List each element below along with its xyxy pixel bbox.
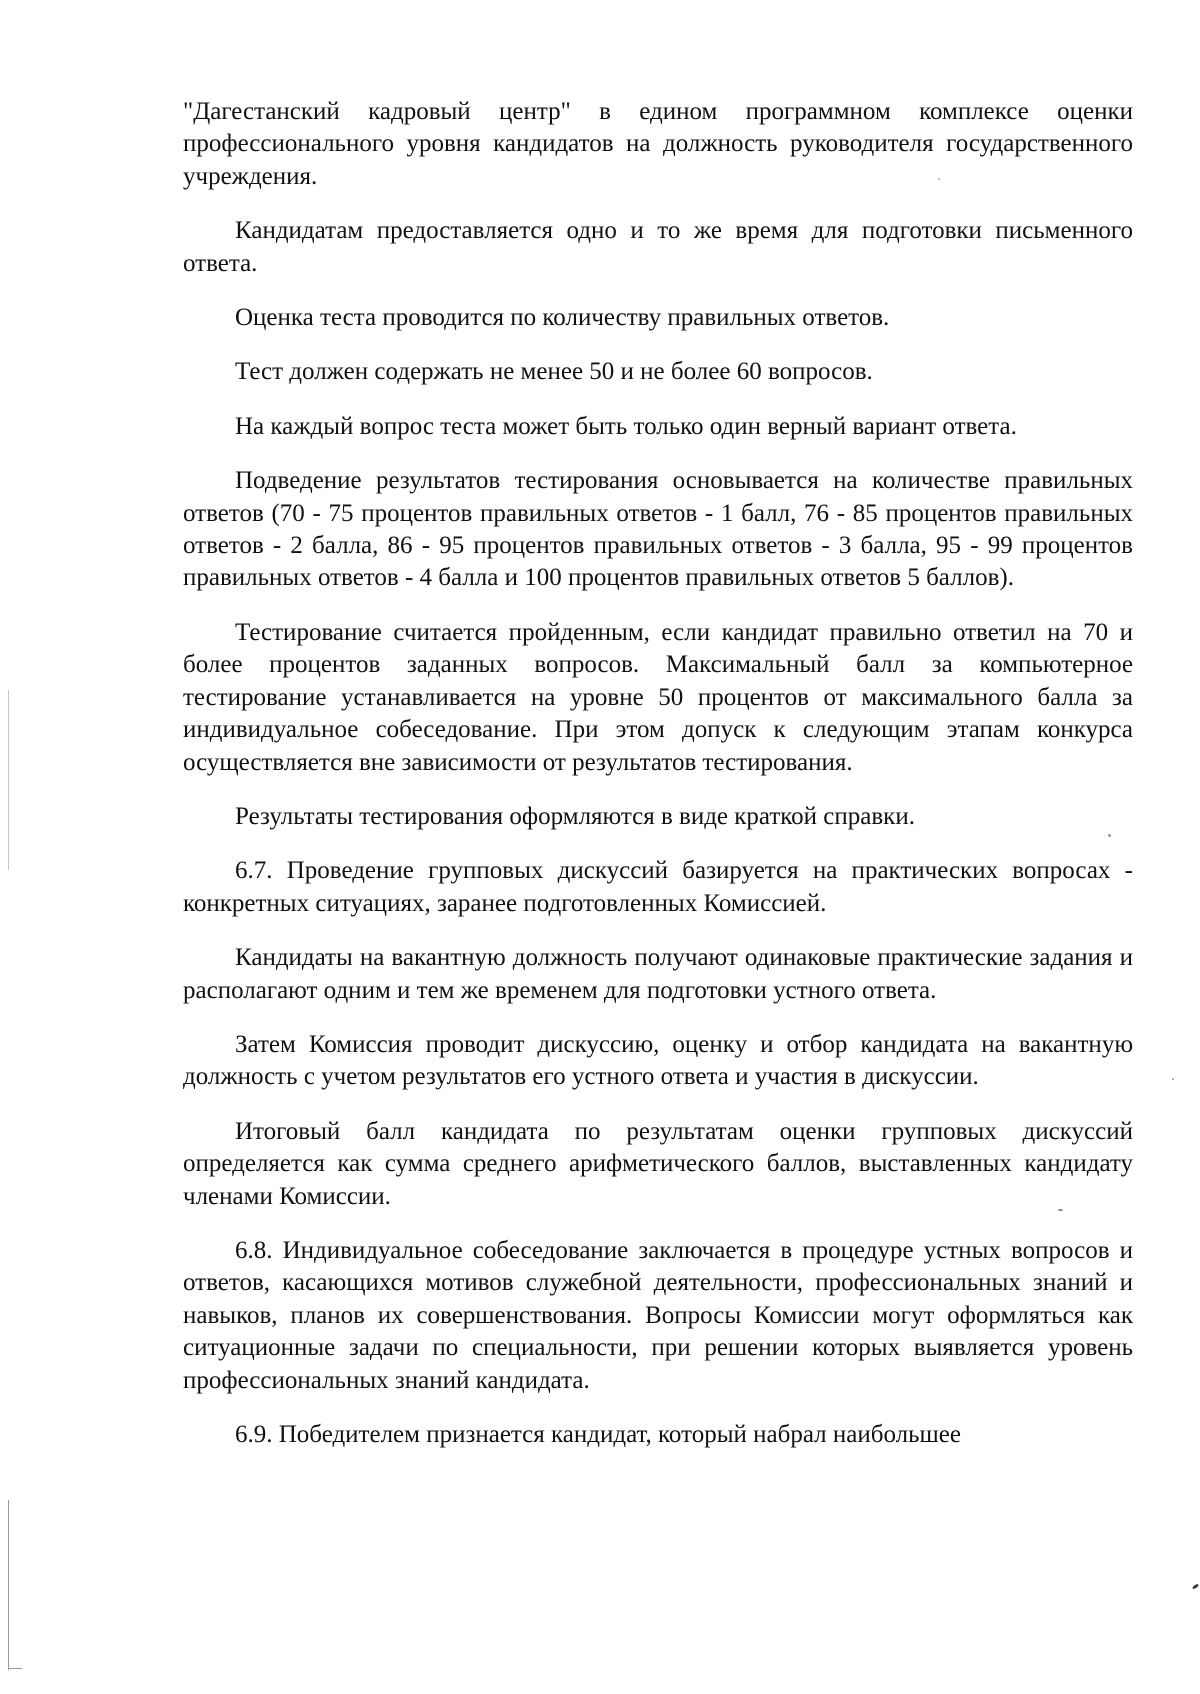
paragraph-preparation-time: Кандидатам предоставляется одно и то же время для подготовки письменного ответа. — [183, 217, 1133, 277]
paragraph-question-count: Тест должен содержать не менее 50 и не более 60 вопросов. — [235, 358, 873, 386]
paragraph-continuation: "Дагестанский кадровый центр" в едином программном комплексе оценки профессионального уровня кандидатов на должность руководителя государственного учреждения. — [183, 98, 1133, 190]
paragraph-final-score: Итоговый балл кандидата по результатам оценки групповых дискуссий определяется как сумма среднего арифметического баллов, выставленных кандидату членами Комиссии. — [183, 1117, 1133, 1210]
scan-speck — [1192, 1583, 1199, 1589]
scan-speck — [1172, 1078, 1174, 1080]
paragraph-scoring-scale: Подведение результатов тестирования основывается на количестве правильных ответов (70 - 75 процентов правильных ответов - 1 балл, 76 - 85 процентов правильных ответов - 2 балла, 86 - 95 процентов правильных ответов - 3 балла, 95 - 99 процентов правильных ответов - 4 балла и 100 процентов правильных ответов 5 баллов). — [183, 467, 1133, 592]
scan-edge-line — [8, 1500, 9, 1670]
paragraph-passing-threshold: Тестирование считается пройденным, если кандидат правильно ответил на 70 и более процентов заданных вопросов. Максимальный балл за компьютерное тестирование устанавливается на уровне 50 процентов от максимального балла за индивидуальное собеседование. При этом допуск к следующим этапам конкурса осуществляется вне зависимости от результатов тестирования. — [183, 618, 1133, 776]
paragraph-section-6-7: 6.7. Проведение групповых дискуссий базируется на практических вопросах - конкретных ситуациях, заранее подготовленных Комиссией. — [183, 857, 1133, 917]
paragraph-single-answer: На каждый вопрос теста может быть только один верный вариант ответа. — [235, 412, 1017, 440]
paragraph-commission-discussion: Затем Комиссия проводит дискуссию, оценку и отбор кандидата на вакантную должность с учетом результатов его устного ответа и участия в дискуссии. — [183, 1030, 1133, 1091]
scan-edge-line — [8, 690, 9, 870]
document-body — [183, 96, 1133, 1473]
paragraph-test-evaluation: Оценка теста проводится по количеству правильных ответов. — [235, 304, 890, 332]
scan-edge-corner — [8, 1668, 22, 1669]
paragraph-section-6-8: 6.8. Индивидуальное собеседование заключается в процедуре устных вопросов и ответов, касающихся мотивов служебной деятельности, профессиональных знаний и навыков, планов их совершенствования. Вопросы Комиссии могут оформляться как ситуационные задачи по специальности, при решении которых выявляется уровень профессиональных знаний кандидата. — [183, 1236, 1133, 1394]
paragraph-results-report: Результаты тестирования оформляются в виде краткой справки. — [235, 802, 915, 830]
paragraph-practical-tasks: Кандидаты на вакантную должность получают одинаковые практические задания и располагают одним и тем же временем для подготовки устного ответа. — [183, 944, 1133, 1004]
paragraph-section-6-9: 6.9. Победителем признается кандидат, который набрал наибольшее — [235, 1421, 961, 1448]
